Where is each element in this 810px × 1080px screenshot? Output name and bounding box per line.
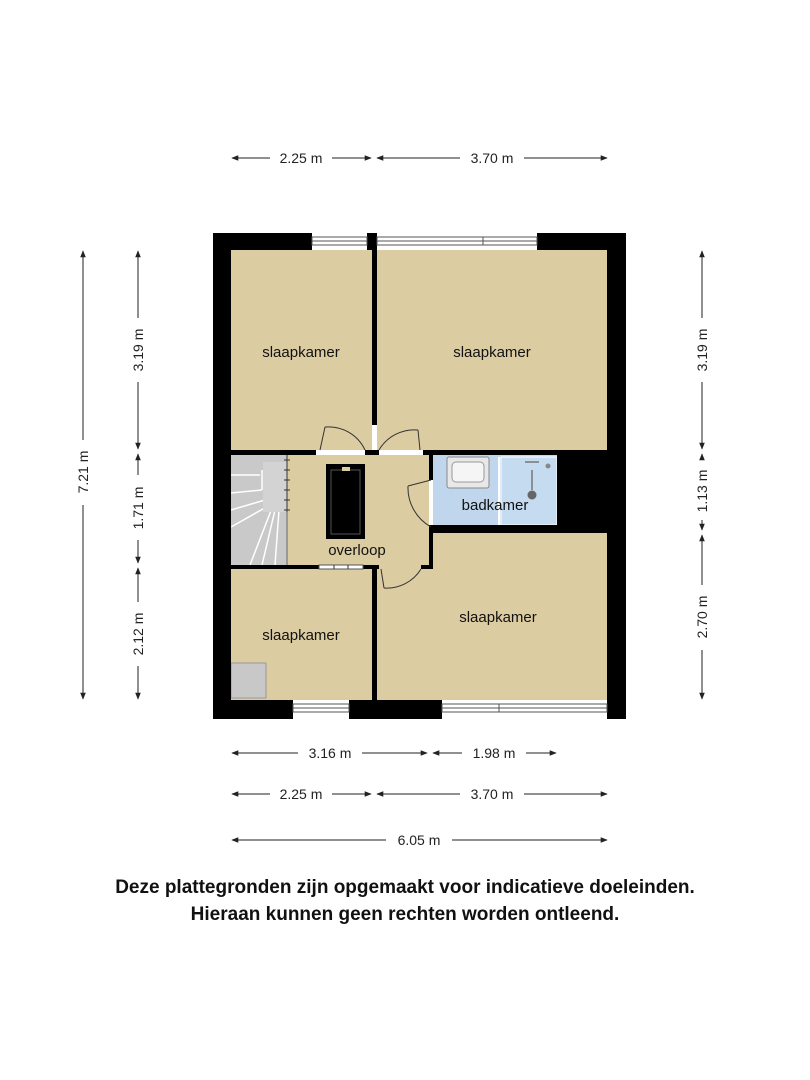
shower-drain <box>528 491 537 500</box>
dimension-bottom-total <box>232 832 607 848</box>
dimension-bottom-a-left <box>232 745 427 761</box>
room-label-bedroom-top-left: slaapkamer <box>262 344 340 361</box>
dimension-label: 2.25 m <box>279 786 323 802</box>
landing-cabinet <box>326 464 365 539</box>
dimension-label: 2.70 m <box>694 595 710 639</box>
dimension-label: 2.12 m <box>130 612 146 656</box>
dimension-label: 2.25 m <box>279 150 323 166</box>
dimension-left-total <box>75 251 91 699</box>
dimension-top-left <box>232 150 371 166</box>
room-label-landing: overloop <box>328 542 386 559</box>
room-label-bedroom-bottom-left: slaapkamer <box>262 627 340 644</box>
dimension-label: 3.19 m <box>694 328 710 372</box>
dimension-label: 3.70 m <box>470 150 514 166</box>
dimension-label: 6.05 m <box>397 832 441 848</box>
disclaimer-line-1: Deze plattegronden zijn opgemaakt voor indicatieve doeleinden. <box>115 877 695 898</box>
dimension-label: 3.19 m <box>130 328 146 372</box>
dimension-left-upper <box>130 251 146 449</box>
disclaimer-line-2: Hieraan kunnen geen rechten worden ontleend. <box>190 904 620 925</box>
disclaimer <box>0 874 810 928</box>
room-label-bathroom: badkamer <box>461 497 529 514</box>
room-label-bedroom-bottom-right: slaapkamer <box>459 609 537 626</box>
dimension-label: 1.98 m <box>472 745 516 761</box>
dimension-bottom-b-left <box>232 786 371 802</box>
dimension-label: 1.71 m <box>130 486 146 530</box>
dimension-label: 3.70 m <box>470 786 514 802</box>
dimension-top-right <box>377 150 607 166</box>
room-label-bedroom-top-right: slaapkamer <box>453 344 531 361</box>
bedroom-bottom-left-furniture <box>231 663 266 698</box>
dimension-right-upper <box>694 251 710 449</box>
dimension-right-lower <box>694 535 710 699</box>
dimension-left-lower <box>130 568 146 699</box>
staircase <box>231 455 290 565</box>
dimension-bottom-a-right <box>433 745 556 761</box>
dimension-bottom-b-right <box>377 786 607 802</box>
dimension-right-middle <box>694 454 710 530</box>
dimension-left-middle <box>130 454 146 563</box>
dimension-label: 7.21 m <box>75 450 91 494</box>
dimension-label: 1.13 m <box>694 469 710 513</box>
dimension-label: 3.16 m <box>308 745 352 761</box>
